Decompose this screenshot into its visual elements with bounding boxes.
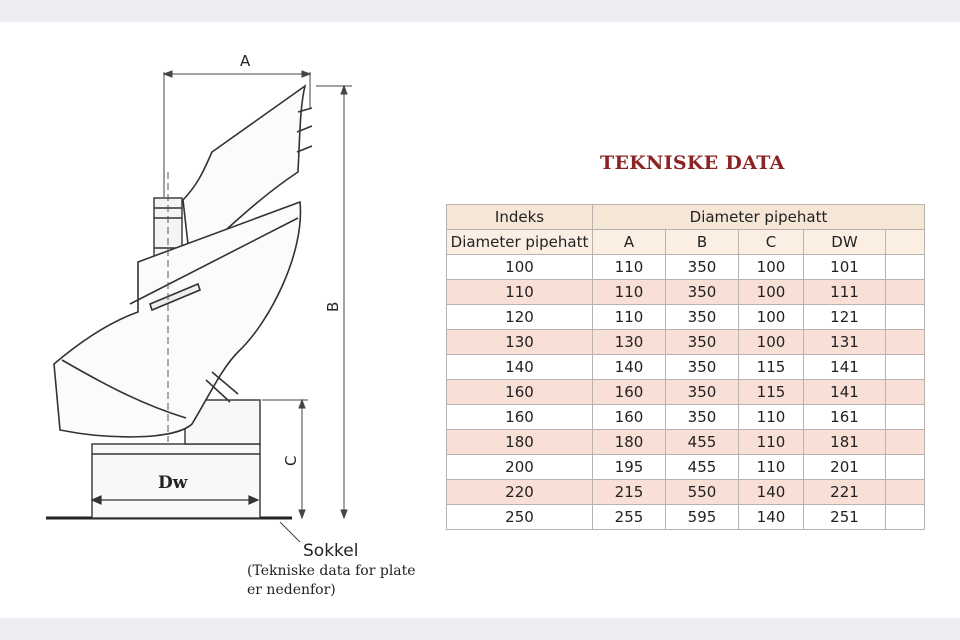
table-row xyxy=(447,405,925,430)
cell-c: 110 xyxy=(739,405,804,430)
subheader-dw: DW xyxy=(804,230,886,255)
cell-a: 160 xyxy=(593,380,666,405)
cell-b: 350 xyxy=(666,330,739,355)
cell-b: 455 xyxy=(666,455,739,480)
label-b: B xyxy=(324,301,342,312)
cell-empty xyxy=(886,405,925,430)
cell-a: 110 xyxy=(593,305,666,330)
sokkel-note-line-2: er nedenfor) xyxy=(247,582,336,598)
cell-dw: 221 xyxy=(804,480,886,505)
table-title: TEKNISKE DATA xyxy=(600,152,785,174)
cell-b: 550 xyxy=(666,480,739,505)
cell-dw: 121 xyxy=(804,305,886,330)
table-row xyxy=(447,255,925,280)
header-indeks: Indeks xyxy=(447,205,593,230)
cell-dw: 101 xyxy=(804,255,886,280)
sokkel-note-line-1: (Tekniske data for plate xyxy=(247,563,416,579)
subheader-diameter: Diameter pipehatt xyxy=(447,230,593,255)
cell-c: 110 xyxy=(739,455,804,480)
table-body xyxy=(447,255,925,530)
cell-b: 350 xyxy=(666,305,739,330)
cell-b: 595 xyxy=(666,505,739,530)
table-row xyxy=(447,280,925,305)
cell-c: 100 xyxy=(739,330,804,355)
cell-empty xyxy=(886,430,925,455)
cell-empty xyxy=(886,305,925,330)
cell-c: 140 xyxy=(739,480,804,505)
cell-a: 195 xyxy=(593,455,666,480)
cell-a: 110 xyxy=(593,280,666,305)
cell-diameter: 220 xyxy=(447,480,593,505)
table-row xyxy=(447,330,925,355)
cell-diameter: 140 xyxy=(447,355,593,380)
cell-dw: 141 xyxy=(804,355,886,380)
cowl-body xyxy=(54,86,312,437)
cell-diameter: 110 xyxy=(447,280,593,305)
sokkel-leader xyxy=(280,522,300,542)
cell-diameter: 250 xyxy=(447,505,593,530)
cell-dw: 181 xyxy=(804,430,886,455)
table-row xyxy=(447,380,925,405)
cell-empty xyxy=(886,455,925,480)
cell-diameter: 160 xyxy=(447,380,593,405)
chimney-cowl-drawing xyxy=(0,22,440,618)
table-row xyxy=(447,355,925,380)
cell-dw: 251 xyxy=(804,505,886,530)
cell-dw: 131 xyxy=(804,330,886,355)
cell-diameter: 180 xyxy=(447,430,593,455)
cell-empty xyxy=(886,505,925,530)
cell-c: 140 xyxy=(739,505,804,530)
cell-empty xyxy=(886,480,925,505)
cell-empty xyxy=(886,255,925,280)
table-row xyxy=(447,455,925,480)
label-a: A xyxy=(240,52,251,70)
cell-b: 350 xyxy=(666,355,739,380)
table-row xyxy=(447,305,925,330)
cell-c: 115 xyxy=(739,355,804,380)
sokkel-note xyxy=(247,562,416,600)
cell-dw: 111 xyxy=(804,280,886,305)
cell-empty xyxy=(886,330,925,355)
cell-empty xyxy=(886,280,925,305)
header-diameter-group: Diameter pipehatt xyxy=(593,205,925,230)
cell-c: 110 xyxy=(739,430,804,455)
drawing-sheet xyxy=(0,22,960,618)
cell-dw: 161 xyxy=(804,405,886,430)
table-row xyxy=(447,430,925,455)
cell-b: 455 xyxy=(666,430,739,455)
cell-diameter: 160 xyxy=(447,405,593,430)
cell-diameter: 120 xyxy=(447,305,593,330)
cell-a: 180 xyxy=(593,430,666,455)
cell-b: 350 xyxy=(666,255,739,280)
cell-a: 110 xyxy=(593,255,666,280)
cell-c: 100 xyxy=(739,255,804,280)
cell-a: 215 xyxy=(593,480,666,505)
subheader-c: C xyxy=(739,230,804,255)
table-row xyxy=(447,480,925,505)
cell-empty xyxy=(886,355,925,380)
cell-c: 100 xyxy=(739,305,804,330)
cell-a: 255 xyxy=(593,505,666,530)
cell-c: 100 xyxy=(739,280,804,305)
subheader-a: A xyxy=(593,230,666,255)
sokkel-label: Sokkel xyxy=(303,541,359,561)
label-dw: Dw xyxy=(158,473,188,493)
cell-empty xyxy=(886,380,925,405)
cell-c: 115 xyxy=(739,380,804,405)
technical-data-table xyxy=(446,204,925,530)
cell-b: 350 xyxy=(666,405,739,430)
table-header-row xyxy=(447,205,925,230)
cell-dw: 141 xyxy=(804,380,886,405)
cell-a: 130 xyxy=(593,330,666,355)
subheader-empty xyxy=(886,230,925,255)
table-subheader-row xyxy=(447,230,925,255)
cell-a: 140 xyxy=(593,355,666,380)
label-c: C xyxy=(282,455,300,466)
cell-b: 350 xyxy=(666,380,739,405)
subheader-b: B xyxy=(666,230,739,255)
cell-diameter: 200 xyxy=(447,455,593,480)
cell-b: 350 xyxy=(666,280,739,305)
cell-diameter: 100 xyxy=(447,255,593,280)
cell-diameter: 130 xyxy=(447,330,593,355)
cell-dw: 201 xyxy=(804,455,886,480)
table-row xyxy=(447,505,925,530)
cell-a: 160 xyxy=(593,405,666,430)
